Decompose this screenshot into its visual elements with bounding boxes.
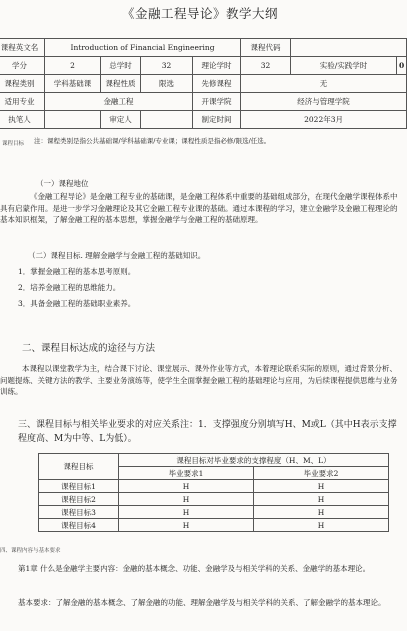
goal-table-req1: 毕业要求1 — [119, 467, 254, 480]
basic-requirement: 基本要求：了解金融的基本概念、了解金融的功能、理解金融学及与相关学科的关系、了解金融学的基本理论。 — [18, 598, 386, 607]
value-course-category: 学科基础课 — [45, 75, 101, 93]
table-note: 注：课程类别是指公共基础课/学科基础课/专业课；课程性质是指必修/限选/任选。 — [34, 137, 271, 145]
part3-heading: 三、课程目标与相关毕业要求的对应关系注：1．支撑强度分别填写H、M或L（其中H表示支撑程度高、M为中等、L为低）。 — [18, 420, 397, 444]
value-reviewer — [141, 111, 193, 129]
value-lab-hours: 0 — [397, 57, 407, 75]
value-course-code — [291, 39, 407, 57]
goal-table-col-head: 课程目标 — [39, 454, 119, 480]
value-author — [45, 111, 101, 129]
goal-name: 课程目标2 — [39, 493, 119, 506]
goal-item-2: 2．培养金融工程的思维能力。 — [18, 283, 121, 292]
table-row — [39, 480, 389, 493]
support-level: H — [119, 480, 254, 493]
label-reviewer: 审定人 — [101, 111, 141, 129]
chapter1-paragraph: 第1章 什么是金融学主要内容：金融的基本概念、功能、金融学及与相关学科的关系、金融学的基本理论。 — [18, 564, 371, 573]
value-credits: 2 — [45, 57, 101, 75]
goal-item-1: 1．掌握金融工程的基本思考原则。 — [18, 267, 136, 276]
label-author: 执笔人 — [0, 111, 45, 129]
value-prerequisite: 无 — [241, 75, 407, 93]
value-theory-hours: 32 — [241, 57, 291, 75]
value-date: 2022年3月 — [241, 111, 407, 129]
support-level: H — [119, 493, 254, 506]
label-lab-hours: 实验/实践学时 — [291, 57, 397, 75]
value-english-name: Introduction of Financial Engineering — [45, 39, 241, 57]
support-level: H — [254, 493, 389, 506]
support-level: H — [119, 506, 254, 519]
label-total-hours: 总学时 — [101, 57, 141, 75]
part2-paragraph: 本课程以课堂教学为主，结合课下讨论、课堂展示、课外作业等方式，本着理论联系实际的原则，通过背景分析、问题提炼、关键方法的教学、主要业务演练等，使学生全面掌握金融工程的基础理论与应用，为后续课程提供思维与业务训练。 — [0, 364, 398, 397]
label-english-name: 课程英文名 — [0, 39, 45, 57]
goal-name: 课程目标1 — [39, 480, 119, 493]
label-theory-hours: 理论学时 — [193, 57, 241, 75]
goal-support-table — [38, 453, 389, 532]
table-row — [39, 493, 389, 506]
goal-table-req2: 毕业要求2 — [254, 467, 389, 480]
course-info-table — [0, 38, 407, 129]
table-row — [39, 506, 389, 519]
goal-table-span-head: 课程目标对毕业要求的支撑程度（H、M、L） — [119, 454, 389, 467]
section-status-paragraph: 《金融工程导论》是金融工程专业的基础课，是金融工程体系中重要的基础组成部分，在现代金融学课程体系中具有启蒙作用。是进一步学习金融理论及其它金融工程专业课的基础。通过本课程的学习，建立金融学及金融工程理论的基本知识框架，了解金融工程的基本思想，掌握金融学与金融工程的基础原理。 — [0, 192, 398, 225]
label-course-category: 课程类别 — [0, 75, 45, 93]
label-major: 适用专业 — [0, 93, 45, 111]
label-date: 制定时间 — [193, 111, 241, 129]
goal-name: 课程目标4 — [39, 519, 119, 532]
value-total-hours: 32 — [141, 57, 193, 75]
note-tiny: 课程目标 — [2, 141, 25, 147]
goal-name: 课程目标3 — [39, 506, 119, 519]
part2-heading: 二、课程目标达成的途径与方法 — [22, 343, 156, 354]
label-course-code: 课程代码 — [241, 39, 291, 57]
support-level: H — [254, 480, 389, 493]
label-prerequisite: 先修课程 — [193, 75, 241, 93]
table-caption: 四、课程内容与基本要求 — [0, 548, 61, 554]
value-course-nature: 限选 — [141, 75, 193, 93]
label-college: 开课学院 — [193, 93, 241, 111]
support-level: H — [254, 519, 389, 532]
support-level: H — [254, 506, 389, 519]
section-goals-heading: （二）课程目标. 理解金融学与金融工程的基础知识。 — [28, 251, 206, 260]
label-course-nature: 课程性质 — [101, 75, 141, 93]
table-row — [39, 519, 389, 532]
value-college: 经济与管理学院 — [241, 93, 407, 111]
label-credits: 学分 — [0, 57, 45, 75]
value-major: 金融工程 — [45, 93, 193, 111]
support-level: H — [119, 519, 254, 532]
section-status-heading: （一）课程地位 — [36, 179, 89, 188]
document-title: 《金融工程导论》教学大纲 — [121, 6, 278, 21]
goal-item-3: 3．具备金融工程的基础职业素养。 — [18, 299, 136, 308]
